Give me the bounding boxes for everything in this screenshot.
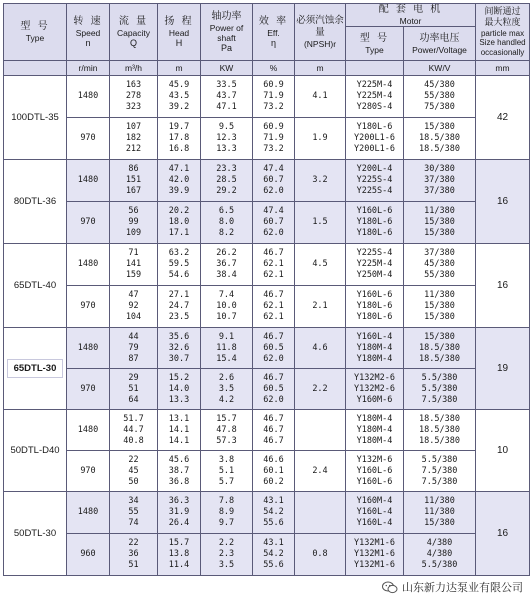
- eff-values: 43.1 54.2 55.6: [253, 492, 295, 534]
- head-values: 35.6 32.6 30.7: [158, 328, 201, 369]
- model-type: 50DTL-30: [4, 492, 67, 576]
- capacity-values: 107 182 212: [110, 118, 158, 160]
- motor-type-values: Y225M-4 Y225M-4 Y280S-4: [346, 76, 404, 118]
- unit-eff: %: [253, 61, 295, 76]
- table-row: [4, 160, 530, 202]
- table-row: [4, 369, 530, 410]
- wechat-icon: [382, 581, 398, 594]
- motor-type-values: Y180M-4 Y180M-4 Y180M-4: [346, 410, 404, 451]
- power-values: 6.5 8.0 8.2: [201, 202, 253, 244]
- head-values: 15.7 13.8 11.4: [158, 534, 201, 576]
- col-speed: 转 速 Speed n: [67, 4, 110, 61]
- npsh-value: 2.1: [295, 286, 346, 328]
- speed-value: 960: [67, 534, 110, 576]
- table-row: [4, 451, 530, 492]
- model-type: 100DTL-35: [4, 76, 67, 160]
- power-values: 3.8 5.1 5.7: [201, 451, 253, 492]
- eff-values: 46.7 60.5 62.0: [253, 328, 295, 369]
- particle-size: 16: [476, 492, 530, 576]
- table-body: [4, 76, 530, 576]
- motor-power-values: 37/380 45/380 55/380: [404, 244, 476, 286]
- speed-value: 1480: [67, 492, 110, 534]
- head-values: 45.9 43.5 39.2: [158, 76, 201, 118]
- capacity-values: 163 278 323: [110, 76, 158, 118]
- power-values: 7.4 10.0 10.7: [201, 286, 253, 328]
- head-values: 27.1 24.7 23.5: [158, 286, 201, 328]
- eff-values: 46.6 60.1 60.2: [253, 451, 295, 492]
- npsh-value: 4.1: [295, 76, 346, 118]
- unit-particle: mm: [476, 61, 530, 76]
- power-values: 9.1 11.8 15.4: [201, 328, 253, 369]
- capacity-values: 22 45 50: [110, 451, 158, 492]
- head-values: 36.3 31.9 26.4: [158, 492, 201, 534]
- col-motor-power: 功率电压 Power/Voltage: [404, 27, 476, 61]
- motor-type-values: Y180L-6 Y200L1-6 Y200L1-6: [346, 118, 404, 160]
- table-row: [4, 534, 530, 576]
- npsh-value: 2.2: [295, 369, 346, 410]
- model-type: 50DTL-D40: [4, 410, 67, 492]
- unit-motor-power: KW/V: [404, 61, 476, 76]
- speed-value: 1480: [67, 410, 110, 451]
- table-row: [4, 286, 530, 328]
- eff-values: 46.7 62.1 62.1: [253, 286, 295, 328]
- motor-type-values: Y225S-4 Y225M-4 Y250M-4: [346, 244, 404, 286]
- power-values: 33.5 43.7 47.1: [201, 76, 253, 118]
- particle-size: 16: [476, 244, 530, 328]
- motor-type-values: Y200L-4 Y225S-4 Y225S-4: [346, 160, 404, 202]
- npsh-value: [295, 492, 346, 534]
- col-motor-type: 型 号 Type: [346, 27, 404, 61]
- capacity-values: 22 36 51: [110, 534, 158, 576]
- motor-type-values: Y132M2-6 Y132M2-6 Y160M-6: [346, 369, 404, 410]
- model-type: 65DTL-30: [4, 328, 67, 410]
- motor-type-values: Y160M-4 Y160L-4 Y160L-4: [346, 492, 404, 534]
- motor-power-values: 11/380 15/380 15/380: [404, 286, 476, 328]
- unit-motor-type: [346, 61, 404, 76]
- table-row: [4, 76, 530, 118]
- motor-power-values: 15/380 18.5/380 18.5/380: [404, 118, 476, 160]
- eff-values: 47.4 60.7 62.0: [253, 160, 295, 202]
- npsh-value: 4.6: [295, 328, 346, 369]
- motor-type-values: Y132M1-6 Y132M1-6 Y132M1-6: [346, 534, 404, 576]
- capacity-values: 86 151 167: [110, 160, 158, 202]
- table-row: [4, 118, 530, 160]
- model-type: 80DTL-36: [4, 160, 67, 244]
- head-values: 13.1 14.1 14.1: [158, 410, 201, 451]
- speed-value: 970: [67, 286, 110, 328]
- capacity-values: 29 51 64: [110, 369, 158, 410]
- capacity-values: 34 55 74: [110, 492, 158, 534]
- capacity-values: 56 99 109: [110, 202, 158, 244]
- eff-values: 47.4 60.7 62.0: [253, 202, 295, 244]
- col-eff: 效 率 Eff. η: [253, 4, 295, 61]
- npsh-value: 1.5: [295, 202, 346, 244]
- speed-value: 1480: [67, 160, 110, 202]
- unit-speed: r/min: [67, 61, 110, 76]
- power-values: 2.2 2.3 3.5: [201, 534, 253, 576]
- motor-type-values: Y160L-4 Y180M-4 Y180M-4: [346, 328, 404, 369]
- power-values: 26.2 36.7 38.4: [201, 244, 253, 286]
- table-row: [4, 492, 530, 534]
- power-values: 2.6 3.5 4.2: [201, 369, 253, 410]
- capacity-values: 44 79 87: [110, 328, 158, 369]
- eff-values: 43.1 54.2 55.6: [253, 534, 295, 576]
- head-values: 45.6 38.7 36.8: [158, 451, 201, 492]
- speed-value: 970: [67, 118, 110, 160]
- table-row: [4, 410, 530, 451]
- col-power: 轴功率 Power of shaft Pa: [201, 4, 253, 61]
- unit-npsh: m: [295, 61, 346, 76]
- power-values: 23.3 28.5 29.2: [201, 160, 253, 202]
- speed-value: 970: [67, 202, 110, 244]
- power-values: 15.7 47.8 57.3: [201, 410, 253, 451]
- watermark: [379, 578, 526, 596]
- unit-capacity: m³/h: [110, 61, 158, 76]
- pump-spec-table: [3, 3, 530, 576]
- head-values: 15.2 14.0 13.3: [158, 369, 201, 410]
- motor-power-values: 11/380 11/380 15/380: [404, 492, 476, 534]
- eff-values: 46.7 60.5 62.0: [253, 369, 295, 410]
- head-values: 20.2 18.0 17.1: [158, 202, 201, 244]
- capacity-values: 71 141 159: [110, 244, 158, 286]
- npsh-value: 2.4: [295, 451, 346, 492]
- speed-value: 1480: [67, 244, 110, 286]
- speed-value: 970: [67, 369, 110, 410]
- npsh-value: 4.5: [295, 244, 346, 286]
- table-row: [4, 202, 530, 244]
- npsh-value: 1.9: [295, 118, 346, 160]
- motor-power-values: 18.5/380 18.5/380 18.5/380: [404, 410, 476, 451]
- model-type: 65DTL-40: [4, 244, 67, 328]
- npsh-value: 3.2: [295, 160, 346, 202]
- particle-size: 19: [476, 328, 530, 410]
- motor-type-values: Y132M-6 Y160L-6 Y160L-6: [346, 451, 404, 492]
- motor-type-values: Y160L-6 Y180L-6 Y180L-6: [346, 202, 404, 244]
- particle-size: 16: [476, 160, 530, 244]
- unit-power: KW: [201, 61, 253, 76]
- speed-value: 970: [67, 451, 110, 492]
- motor-power-values: 30/380 37/380 37/380: [404, 160, 476, 202]
- head-values: 63.2 59.5 54.6: [158, 244, 201, 286]
- particle-size: 10: [476, 410, 530, 492]
- col-npsh: 必须汽蚀余量 (NPSH)r: [295, 4, 346, 61]
- head-values: 19.7 17.8 16.8: [158, 118, 201, 160]
- motor-power-values: 45/380 55/380 75/380: [404, 76, 476, 118]
- npsh-value: [295, 410, 346, 451]
- particle-size: 42: [476, 76, 530, 160]
- motor-type-values: Y160L-6 Y180L-6 Y180L-6: [346, 286, 404, 328]
- head-values: 47.1 42.0 39.9: [158, 160, 201, 202]
- unit-type: [4, 61, 67, 76]
- motor-power-values: 4/380 4/380 5.5/380: [404, 534, 476, 576]
- col-motor: 配 套 电 机 Motor: [346, 4, 476, 27]
- motor-power-values: 15/380 18.5/380 18.5/380: [404, 328, 476, 369]
- eff-values: 46.7 46.7 46.7: [253, 410, 295, 451]
- watermark-text: 山东新力达泵业有限公司: [402, 581, 523, 594]
- col-particle: 间断通过 最大粒度 particle max Size handled occasionally: [476, 4, 530, 61]
- power-values: 7.8 8.9 9.7: [201, 492, 253, 534]
- eff-values: 60.9 71.9 73.2: [253, 118, 295, 160]
- capacity-values: 51.7 44.7 40.8: [110, 410, 158, 451]
- col-capacity: 流 量 Capacity Q: [110, 4, 158, 61]
- capacity-values: 47 92 104: [110, 286, 158, 328]
- npsh-value: 0.8: [295, 534, 346, 576]
- motor-power-values: 5.5/380 5.5/380 7.5/380: [404, 369, 476, 410]
- table-row: [4, 244, 530, 286]
- unit-head: m: [158, 61, 201, 76]
- table-row: [4, 328, 530, 369]
- motor-power-values: 5.5/380 7.5/380 7.5/380: [404, 451, 476, 492]
- eff-values: 60.9 71.9 73.2: [253, 76, 295, 118]
- power-values: 9.5 12.3 13.3: [201, 118, 253, 160]
- col-head: 扬 程 Head H: [158, 4, 201, 61]
- col-type: 型 号 Type: [4, 4, 67, 61]
- speed-value: 1480: [67, 328, 110, 369]
- motor-power-values: 11/380 15/380 15/380: [404, 202, 476, 244]
- speed-value: 1480: [67, 76, 110, 118]
- eff-values: 46.7 62.1 62.1: [253, 244, 295, 286]
